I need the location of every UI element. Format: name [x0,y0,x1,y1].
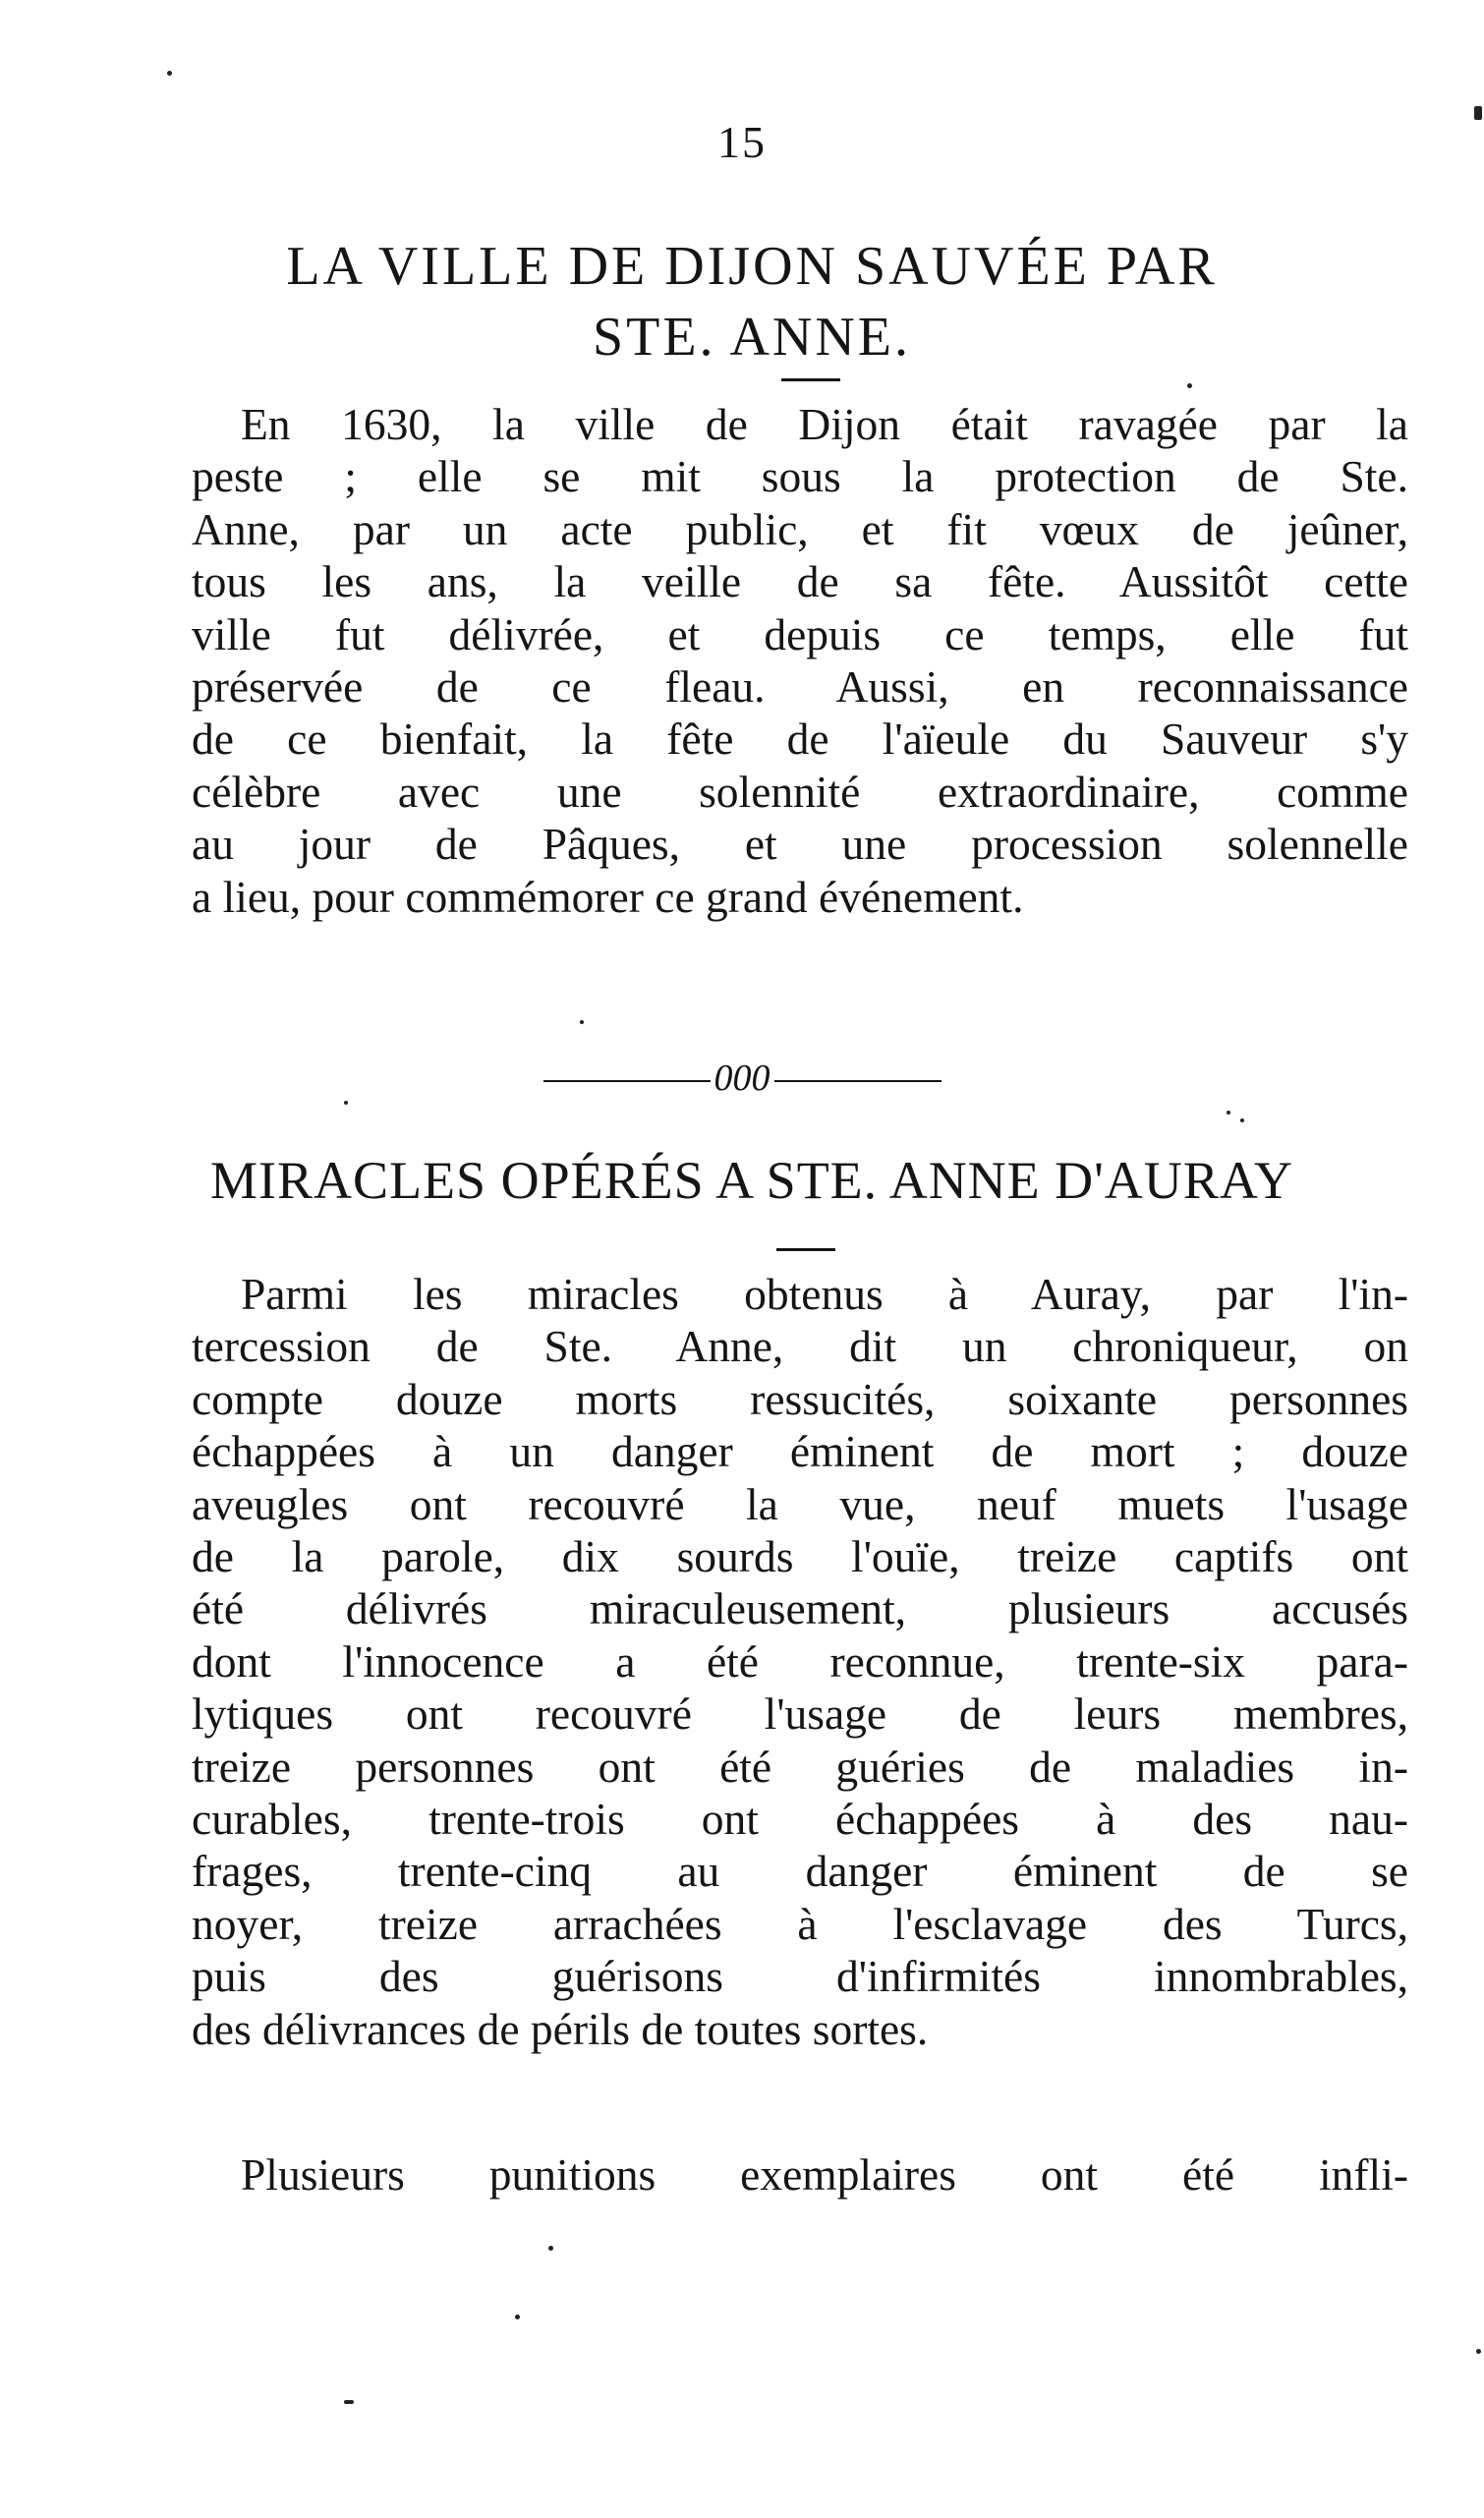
paragraph-miracles [192,1268,1408,2055]
text-line: été délivrés miraculeusement, plusieurs accusés [192,1583,1408,1634]
text-line: lytiques ont recouvré l'usage de leurs membres, [192,1688,1408,1740]
text-line: tercession de Ste. Anne, dit un chroniqueur, on [192,1321,1408,1372]
paragraph-dijon [192,398,1408,923]
text-line: ville fut délivrée, et depuis ce temps, elle fut [192,608,1408,659]
separator-rule [543,1080,711,1082]
ink-speck [1187,383,1192,388]
separator-ornament: 000 [713,1058,771,1099]
text-line: dont l'innocence a été reconnue, trente-six para- [192,1635,1408,1687]
text-line: compte douze morts ressucités, soixante personnes [192,1373,1408,1424]
ink-speck [1474,106,1482,120]
title-dash [781,378,840,381]
ink-speck [344,1101,348,1105]
ink-speck [1476,2349,1481,2354]
text-line: Plusieurs punitions exemplaires ont été infli- [241,2149,1408,2200]
text-line: préservée de ce fleau. Aussi, en reconnaissance [192,661,1408,713]
text-line: En 1630, la ville de Dijon était ravagée par la [241,399,1408,449]
ink-speck [344,2400,354,2404]
title-line: STE. ANNE. [593,307,911,368]
section-title-miracles: MIRACLES OPÉRÉS A STE. ANNE D'AURAY [210,1151,1293,1210]
text-line: des délivrances de périls de toutes sortes. [192,2003,929,2054]
text-line: de ce bienfait, la fête de l'aïeule du Sauveur s'y [192,714,1408,765]
title-dash [776,1248,835,1251]
paragraph-continuation [192,2148,1408,2201]
text-line: treize personnes ont été guéries de maladies in- [192,1741,1408,1792]
text-line: au jour de Pâques, et une procession solennelle [192,819,1408,870]
text-line: peste ; elle se mit sous la protection de Ste. [192,451,1408,502]
ink-speck [1227,1111,1230,1115]
text-line: échappées à un danger éminent de mort ; douze [192,1426,1408,1477]
text-line: aveugles ont recouvré la vue, neuf muets l'usage [192,1478,1408,1529]
separator-rule [774,1080,942,1082]
ink-speck [167,71,172,76]
ink-speck [1240,1118,1244,1122]
text-line: frages, trente-cinq au danger éminent de se [192,1846,1408,1897]
text-line: célèbre avec une solennité extraordinaire, comme [192,766,1408,817]
ink-speck [515,2315,520,2319]
title-line: LA VILLE DE DIJON SAUVÉE PAR [286,236,1218,297]
text-line: de la parole, dix sourds l'ouïe, treize captifs ont [192,1531,1408,1582]
text-line: Anne, par un acte public, et fit vœux de jeûner, [192,503,1408,554]
text-line: Parmi les miracles obtenus à Auray, par l'in- [241,1269,1408,1319]
ink-speck [548,2246,553,2251]
text-line: noyer, treize arrachées à l'esclavage des Turcs, [192,1898,1408,1949]
ink-speck [580,1020,584,1024]
text-line: a lieu, pour commémorer ce grand événement. [192,871,1024,922]
text-line: tous les ans, la veille de sa fête. Aussitôt cette [192,556,1408,607]
section-separator [0,1057,1484,1100]
section-title-dijon [187,231,1317,372]
text-line: puis des guérisons d'infirmités innombrables, [192,1951,1408,2002]
page-number: 15 [717,117,767,167]
text-line: curables, trente-trois ont échappées à des nau- [192,1794,1408,1845]
